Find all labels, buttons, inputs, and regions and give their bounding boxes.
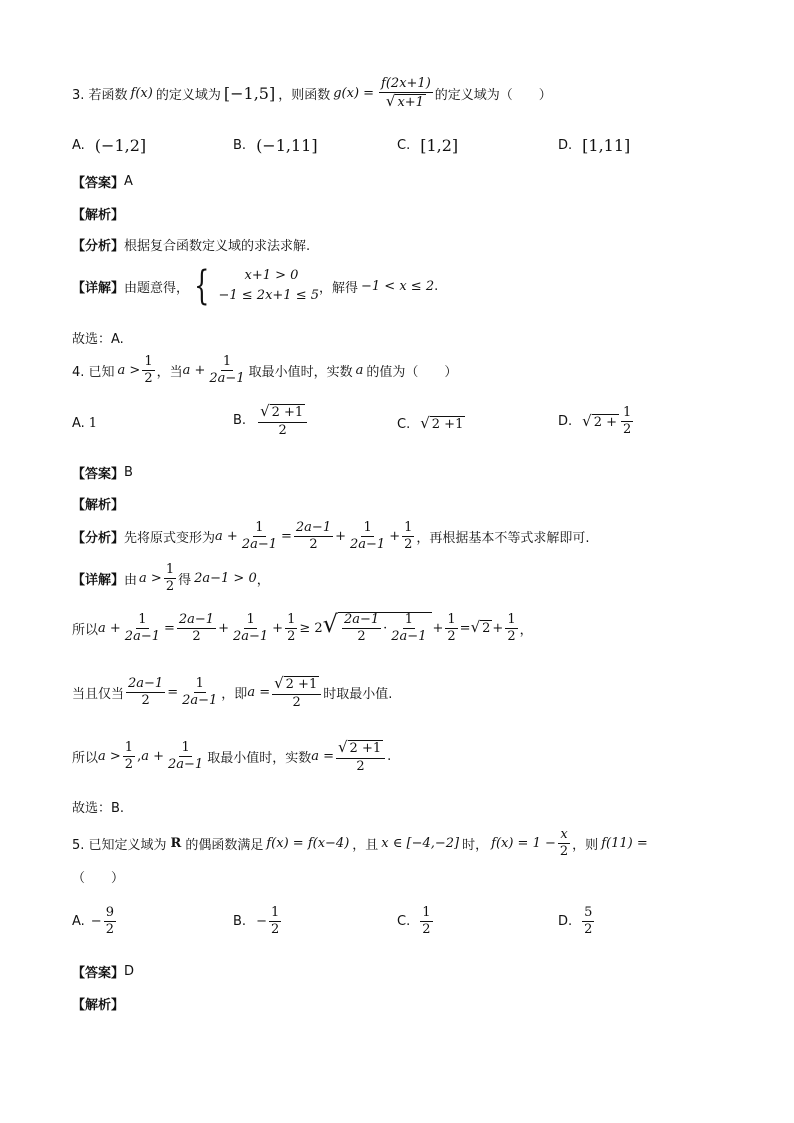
q3-result: −1 < x ≤ 2 (361, 278, 435, 294)
q3-fenxi: 【分析】 根据复合函数定义域的求法求解. (72, 239, 311, 254)
q3-stem-pre: 3. 若函数 (72, 88, 128, 104)
q3-frac-den: x+1 (397, 95, 424, 111)
q5-stem: 5. 已知定义域为 R 的偶函数满足 f(x) = f(x−4) ，且 x ∈ [−4,−2] 时， f(x) = 1 − $\frac{x}{2}$ ，则 f(11) = (72, 827, 648, 860)
q3-f: f(x) (130, 86, 153, 102)
q5-paren: （ ） (72, 871, 125, 886)
q5-option-c: C. $\frac{1}{2}$ (397, 905, 431, 938)
q4-xiangjie: 【详解】 由 a > $\frac{1}{2}$ 得 2a−1 > 0 ， (72, 562, 270, 595)
q4-option-a: A. 1 (72, 416, 98, 431)
q5-option-d: D. $\frac{5}{2}$ (558, 905, 593, 938)
q4-when-line: 当且仅当 $\frac{2a-1}{2}$ = $\frac{1}{2a-1}$ ，即 a = √ 2 +1 2 时取最小值. (72, 674, 393, 710)
q3-system-1: x+1 > 0 (244, 268, 299, 283)
q4-option-b: B. √ 2 +1 2 (233, 404, 309, 438)
q4-option-d: D. √ 2 + $\frac{1}{2}$ (558, 405, 632, 438)
q4-analysis-tag: 【解析】 (72, 498, 125, 513)
q3-analysis-tag: 【解析】 (72, 208, 125, 223)
q3-stem-mid2: ，则函数 (278, 88, 331, 104)
q5-option-b: B. − $\frac{1}{2}$ (233, 905, 280, 938)
q3-option-b: B. (−1,11] (233, 136, 318, 155)
q4-stem: 4. 已知 a > $\frac{1}{2}$ ，当 a + $\frac{1}{2a-1}$ 取最小值时，实数 a 的值为（ ） (72, 354, 458, 387)
q3-domain: [−1,5] (223, 84, 276, 104)
q4-choose: 故选：B. (72, 801, 125, 816)
q5-analysis-tag: 【解析】 (72, 998, 125, 1013)
q3-g: g(x) = (333, 86, 375, 102)
q3-system-2: −1 ≤ 2x+1 ≤ 5 (218, 288, 319, 304)
q3-stem-post: 的定义域为（ ） (434, 88, 552, 104)
q4-final-line: 所以 a > $\frac{1}{2}$ , a + $\frac{1}{2a-1}$ 取最小值时，实数 a = √ 2 +1 2 . (72, 738, 392, 774)
q3-option-d: D. [1,11] (558, 136, 631, 155)
q3-choose: 故选：A. (72, 332, 124, 347)
q5-answer: 【答案】 D (72, 964, 135, 981)
q3-xiangjie: 【详解】 由题意得， { x+1 > 0 −1 ≤ 2x+1 ≤ 5 ，解得 −1 < x ≤ 2 . (72, 263, 439, 310)
q3-fraction: f(2x+1) √ x+1 (381, 76, 431, 111)
q4-fenxi: 【分析】 先将原式变形为 a + $\frac{1}{2a-1}$ = $\frac{2a-1}{2}$ + $\frac{1}{2a-1}$ + $\frac{1}{2}$ ，再根据基本不等式求解即可. (72, 520, 590, 553)
q4-option-c: C. √ 2 +1 (397, 414, 464, 432)
q3-stem (72, 77, 552, 111)
q4-so-line: 所以 a + $\frac{1}{2a-1}$ = $\frac{2a-1}{2}$ + $\frac{1}{2a-1}$ + $\frac{1}{2}$ ≥ 2 √ $\frac{2a-1}{2}$ · $\frac{1}{2a-1}$ + $\frac{1}{2}$ = √ 2 + $\frac{1}{2}$ ， (72, 610, 533, 645)
q3-option-c: C. [1,2] (397, 136, 459, 155)
q3-frac-num: f(2x+1) (379, 77, 433, 93)
q5-option-a: A. − $\frac{9}{2}$ (72, 905, 114, 938)
q3-answer: 【答案】 A (72, 174, 133, 191)
q3-option-a: A. (−1,2] (72, 136, 147, 155)
q3-stem-mid: 的定义域为 (155, 88, 221, 104)
q4-answer: 【答案】 B (72, 465, 133, 482)
